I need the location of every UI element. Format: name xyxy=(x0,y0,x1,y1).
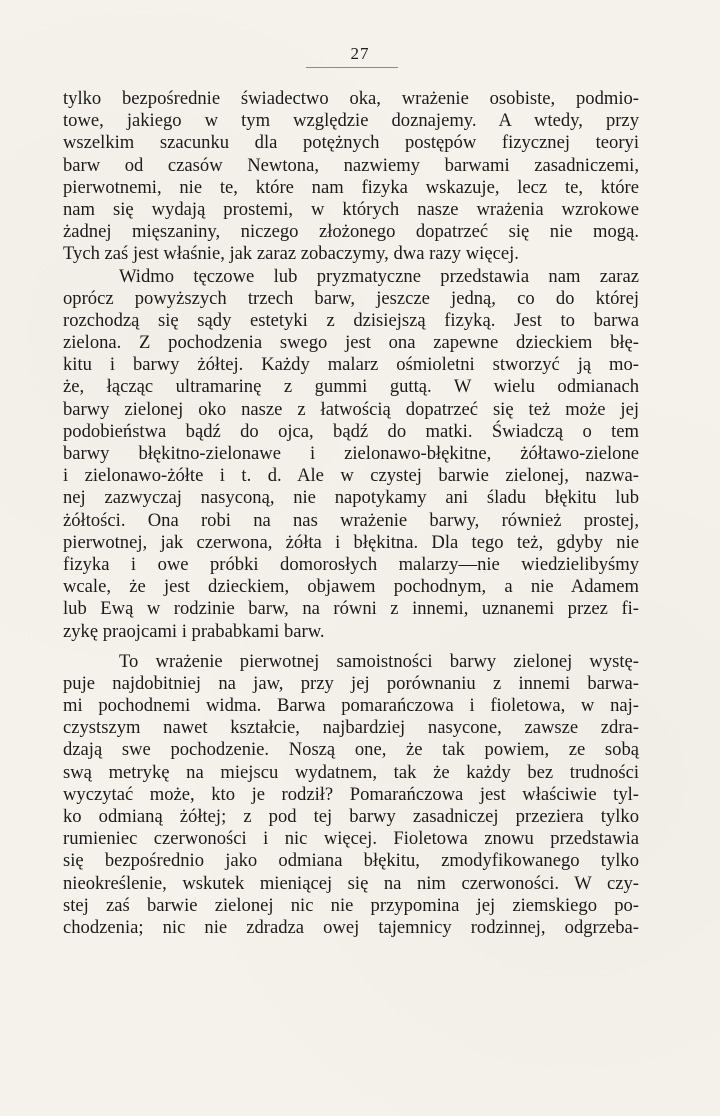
text-line: stej zaś barwie zielonej nic nie przypomina jej ziemskiego po- xyxy=(63,894,639,916)
text-line: puje najdobitniej na jaw, przy jej porównaniu z innemi barwa- xyxy=(63,672,639,694)
text-line: pierwotnej, jak czerwona, żółta i błękitna. Dla tego też, gdyby nie xyxy=(63,531,639,553)
text-line: rumieniec czerwoności i nic więcej. Fioletowa znowu przedstawia xyxy=(63,828,639,850)
text-line: chodzenia; nic nie zdradza owej tajemnicy rodzinnej, odgrzeba- xyxy=(63,916,639,938)
paragraph-gap xyxy=(63,643,639,651)
text-line: mi pochodnemi widma. Barwa pomarańczowa i fioletowa, w naj- xyxy=(63,695,639,717)
text-line: Tych zaś jest właśnie, jak zaraz zobaczymy, dwa razy więcej. xyxy=(63,243,519,265)
text-line: się bezpośrednio jako odmiana błękitu, zmodyfikowanego tylko xyxy=(63,850,639,872)
page-number-rule xyxy=(306,67,398,68)
text-line: Widmo tęczowe lub pryzmatyczne przedstawia nam zaraz xyxy=(119,265,639,287)
text-line: lub Ewą w rodzinie barw, na równi z innemi, uznanemi przez fi- xyxy=(63,598,639,620)
body-text xyxy=(63,88,639,939)
text-line: podobieństwa bądź do ojca, bądź do matki. Świadczą o tem xyxy=(63,420,639,442)
text-line: że, łącząc ultramarinę z gummi guttą. W wielu odmianach xyxy=(63,376,639,398)
text-line: oprócz powyższych trzech barw, jeszcze jedną, co do której xyxy=(63,287,639,309)
text-line: barwy zielonej oko nasze z łatwością dopatrzeć się też może jej xyxy=(63,398,639,420)
text-line: barw od czasów Newtona, nazwiemy barwami zasadniczemi, xyxy=(63,154,639,176)
text-line: swą metrykę na miejscu wydatnem, tak że każdy bez trudności xyxy=(63,761,639,783)
text-line: dzają swe pochodzenie. Noszą one, że tak powiem, ze sobą xyxy=(63,739,639,761)
text-line: nej zazwyczaj nasyconą, nie napotykamy ani śladu błękitu lub xyxy=(63,487,639,509)
text-line: nieokreślenie, wskutek mieniącej się na nim czerwoności. W czy- xyxy=(63,872,639,894)
text-line: fizyka i owe próbki domorosłych malarzy—nie wiedzielibyśmy xyxy=(63,553,639,575)
text-line: rozchodzą się sądy estetyki z dzisiejszą fizyką. Jest to barwa xyxy=(63,309,639,331)
text-line: wszelkim szacunku dla potężnych postępów fizycznej teoryi xyxy=(63,132,639,154)
text-line: barwy błękitno-zielonawe i zielonawo-błękitne, żółtawo-zielone xyxy=(63,443,639,464)
paragraph-3 xyxy=(63,651,639,939)
text-line: ko odmianą żółtej; z pod tej barwy zasadniczej przeziera tylko xyxy=(63,806,639,827)
text-line: To wrażenie pierwotnej samoistności barwy zielonej wystę- xyxy=(119,650,639,672)
text-line: wyczytać może, kto je rodził? Pomarańczowa jest właściwie tyl- xyxy=(63,783,639,805)
text-line: towe, jakiego w tym względzie doznajemy. A wtedy, przy xyxy=(63,110,639,132)
paragraph-2 xyxy=(63,266,639,643)
text-line: żółtości. Ona robi na nas wrażenie barwy, również prostej, xyxy=(63,509,639,531)
text-line: nam się wydają prostemi, w których nasze wrażenia wzrokowe xyxy=(63,198,639,220)
paragraph-1 xyxy=(63,88,639,266)
text-line: tylko bezpośrednie świadectwo oka, wrażenie osobiste, podmio- xyxy=(63,88,639,109)
page-number: 27 xyxy=(350,44,370,63)
text-line: pierwotnemi, nie te, które nam fizyka wskazuje, lecz te, które xyxy=(63,176,639,198)
text-line: wcale, że jest dzieckiem, objawem pochodnym, a nie Adamem xyxy=(63,576,639,598)
text-line: kitu i barwy żółtej. Każdy malarz ośmioletni stworzyć ją mo- xyxy=(63,354,639,376)
text-line: czystszym nawet kształcie, najbardziej nasycone, zawsze zdra- xyxy=(63,717,639,739)
text-line: zykę praojcami i prababkami barw. xyxy=(63,620,325,642)
text-line: i zielonawo-żółte i t. d. Ale w czystej barwie zielonej, nazwa- xyxy=(63,465,639,487)
text-line: zielona. Z pochodzenia swego jest ona zapewne dzieckiem błę- xyxy=(63,332,639,354)
text-line: żadnej mięszaniny, niczego złożonego dopatrzeć się nie mogą. xyxy=(63,221,639,243)
